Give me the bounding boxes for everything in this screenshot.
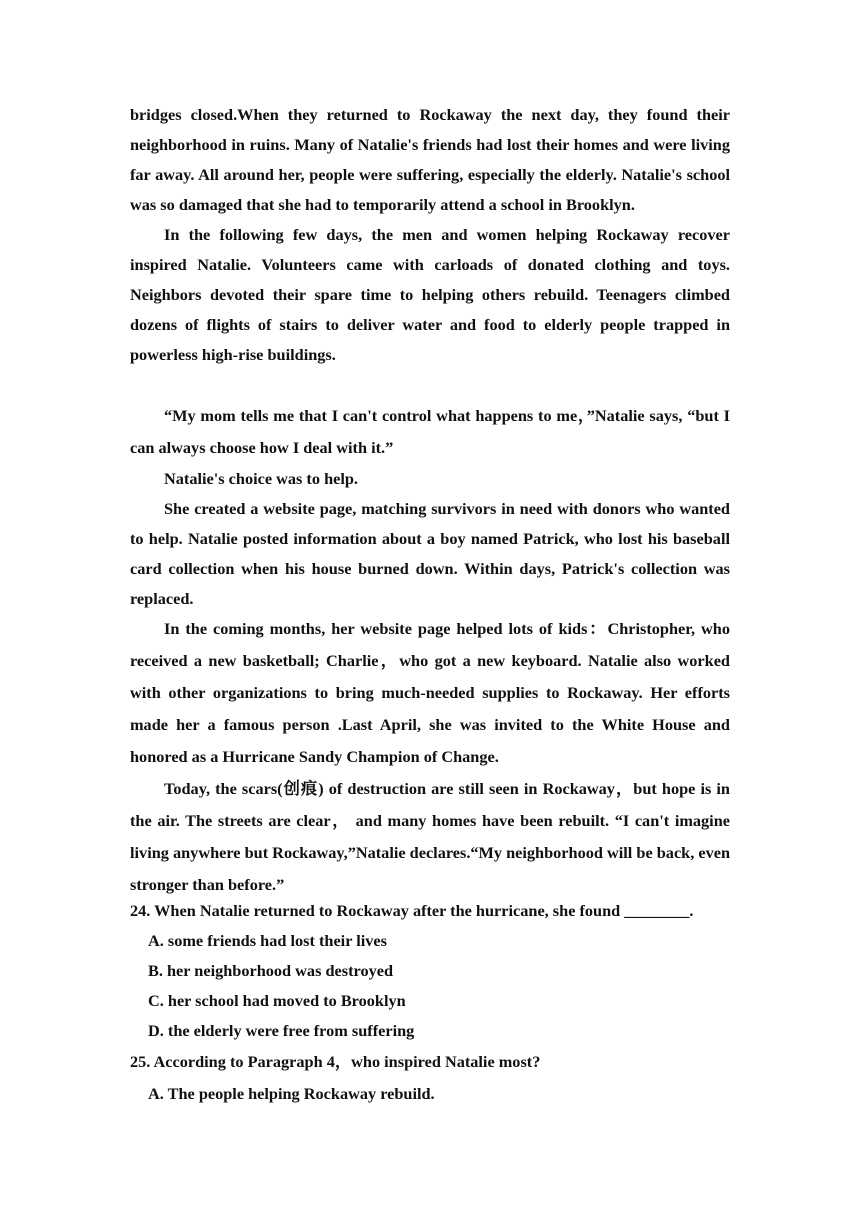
- passage-end: [130, 613, 730, 901]
- paragraph-1: bridges closed.When they returned to Rockaway the next day, they found their neighborhood in ruins. Many of Natalie's friends had lost their homes and were living far away. All around her, people were suffering, especially the elderly. Natalie's school was so damaged that she had to temporarily attend a school in Brooklyn.: [130, 105, 730, 214]
- question-25-option-a: A. The people helping Rockaway rebuild.: [148, 1084, 435, 1103]
- question-24-option-c: C. her school had moved to Brooklyn: [148, 991, 406, 1010]
- question-25-stem: 25. According to Paragraph 4，who inspired Natalie most?: [130, 1052, 541, 1071]
- paragraph-5: She created a website page, matching survivors in need with donors who wanted to help. Natalie posted information about a boy named Patrick, who lost his baseball card collection when his house burned down. Within days, Patrick's collection was replaced.: [130, 499, 730, 608]
- passage-middle: [130, 400, 730, 614]
- question-24-option-a: A. some friends had lost their lives: [148, 931, 387, 950]
- paragraph-7: Today, the scars(创痕) of destruction are still seen in Rockaway，but hope is in the air. The streets are clear， and many homes have been rebuilt. “I can't imagine living anywhere but Rockaway,”Natalie declares.“My neighborhood will be back, even stronger than before.”: [130, 779, 731, 894]
- passage-continuation: [130, 100, 730, 370]
- paragraph-2: In the following few days, the men and women helping Rockaway recover inspired Natalie. Volunteers came with carloads of donated clothing and toys. Neighbors devoted their spare time to helping others rebuild. Teenagers climbed dozens of flights of stairs to deliver water and food to elderly people trapped in powerless high-rise buildings.: [130, 225, 730, 364]
- question-24-option-b: B. her neighborhood was destroyed: [148, 961, 394, 980]
- question-24-option-d: D. the elderly were free from suffering: [148, 1021, 415, 1040]
- question-24-stem: 24. When Natalie returned to Rockaway after the hurricane, she found ________.: [130, 901, 694, 920]
- paragraph-6: In the coming months, her website page helped lots of kids：Christopher, who received a new basketball; Charlie，who got a new keyboard. Natalie also worked with other organizations to bring much-needed supplies to Rockaway. Her efforts made her a famous person .Last April, she was invited to the White House and honored as a Hurricane Sandy Champion of Change.: [130, 619, 730, 766]
- paragraph-3: “My mom tells me that I can't control what happens to me，”Natalie says, “but I can always choose how I deal with it.”: [130, 406, 730, 457]
- paragraph-4: Natalie's choice was to help.: [164, 469, 358, 488]
